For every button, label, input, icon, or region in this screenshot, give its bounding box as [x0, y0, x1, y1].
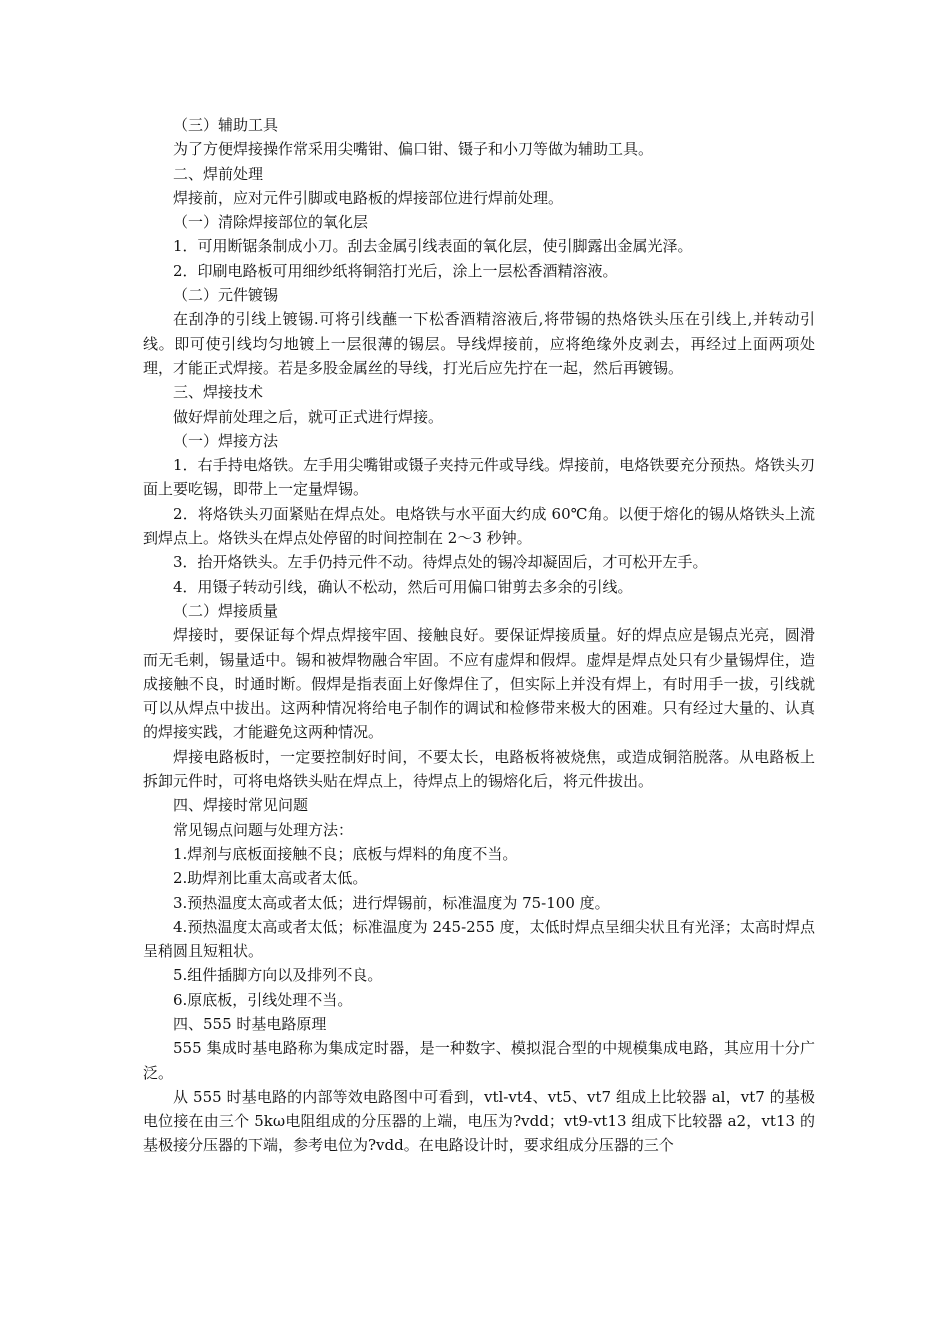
- paragraph: 555 集成时基电路称为集成定时器，是一种数字、模拟混合型的中规模集成电路，其应用十分广泛。: [143, 1039, 815, 1082]
- list-item: 2.助焊剂比重太高或者太低。: [173, 869, 368, 888]
- list-item: 1．可用断锯条制成小刀。刮去金属引线表面的氧化层，使引脚露出金属光泽。: [173, 237, 693, 256]
- heading-555-timer: 四、555 时基电路原理: [173, 1014, 327, 1033]
- heading-welding-method: （一）焊接方法: [173, 431, 279, 450]
- list-item: 5.组件插脚方向以及排列不良。: [173, 966, 383, 985]
- list-item: 3.预热温度太高或者太低；进行焊锡前，标准温度为 75-100 度。: [173, 893, 610, 912]
- list-item: 4．用镊子转动引线，确认不松动，然后可用偏口钳剪去多余的引线。: [173, 577, 633, 596]
- paragraph: 焊接时，要保证每个焊点焊接牢固、接触良好。要保证焊接质量。好的焊点应是锡点光亮，圆滑而无毛刺，锡量适中。锡和被焊物融合牢固。不应有虚焊和假焊。虚焊是焊点处只有少量锡焊住，造成接触不良，时通时断。假焊是指表面上好像焊住了，但实际上并没有焊上，有时用手一拔，引线就可以从焊点中拔出。这两种情况将给电子制作的调试和检修带来极大的困难。只有经过大量的、认真的焊接实践，才能避免这两种情况。: [143, 626, 815, 742]
- list-item: 2．印刷电路板可用细纱纸将铜箔打光后，涂上一层松香酒精溶液。: [173, 261, 618, 280]
- paragraph: 为了方便焊接操作常采用尖嘴钳、偏口钳、镊子和小刀等做为辅助工具。: [173, 140, 654, 159]
- list-item: 1．右手持电烙铁。左手用尖嘴钳或镊子夹持元件或导线。焊接前，电烙铁要充分预热。烙铁头刃面上要吃锡，即带上一定量焊锡。: [143, 456, 815, 499]
- paragraph: 做好焊前处理之后，就可正式进行焊接。: [173, 407, 444, 426]
- heading-common-problems: 四、焊接时常见问题: [173, 796, 309, 815]
- paragraph: 常见锡点问题与处理方法：: [173, 820, 354, 839]
- list-item: 6.原底板，引线处理不当。: [173, 990, 353, 1009]
- list-item: 2．将烙铁头刃面紧贴在焊点处。电烙铁与水平面大约成 60℃角。以便于熔化的锡从烙铁头上流到焊点上。烙铁头在焊点处停留的时间控制在 2～3 秒钟。: [143, 504, 815, 548]
- list-item: 4.预热温度太高或者太低；标准温度为 245-255 度，太低时焊点呈细尖状且有光泽；太高时焊点呈稍圆且短粗状。: [143, 917, 815, 961]
- heading-welding-technique: 三、焊接技术: [173, 383, 264, 402]
- document-body: [143, 113, 815, 1158]
- paragraph: 焊接电路板时，一定要控制好时间，不要太长，电路板将被烧焦，或造成铜箔脱落。从电路板上拆卸元件时，可将电烙铁头贴在焊点上，待焊点上的锡熔化后，将元件拔出。: [143, 747, 815, 791]
- list-item: 1.焊剂与底板面接触不良；底板与焊料的角度不当。: [173, 844, 518, 863]
- heading-tinning: （二）元件镀锡: [173, 286, 279, 305]
- paragraph: 焊接前，应对元件引脚或电路板的焊接部位进行焊前处理。: [173, 188, 564, 207]
- paragraph: 从 555 时基电路的内部等效电路图中可看到，vtl-vt4、vt5、vt7 组成上比较器 al，vt7 的基极电位接在由三个 5kω电阻组成的分压器的上端，电压为?vdd；vt9-vt13 组成下比较器 a2，vt13 的基极接分压器的下端，参考电位为?vdd。在电路设计时，要求组成分压器的三个: [143, 1087, 815, 1155]
- heading-remove-oxide: （一）清除焊接部位的氧化层: [173, 213, 369, 232]
- list-item: 3．抬开烙铁头。左手仍持元件不动。待焊点处的锡冷却凝固后，才可松开左手。: [173, 553, 708, 572]
- heading-pre-weld-treatment: 二、焊前处理: [173, 164, 264, 183]
- paragraph: 在刮净的引线上镀锡.可将引线蘸一下松香酒精溶液后,将带锡的热烙铁头压在引线上,并转动引线。即可使引线均匀地镀上一层很薄的锡层。导线焊接前，应将绝缘外皮剥去，再经过上面两项处理，才能正式焊接。若是多股金属丝的导线，打光后应先拧在一起，然后再镀锡。: [143, 310, 815, 377]
- heading-welding-quality: （二）焊接质量: [173, 601, 279, 620]
- heading-auxiliary-tools: （三）辅助工具: [173, 116, 279, 134]
